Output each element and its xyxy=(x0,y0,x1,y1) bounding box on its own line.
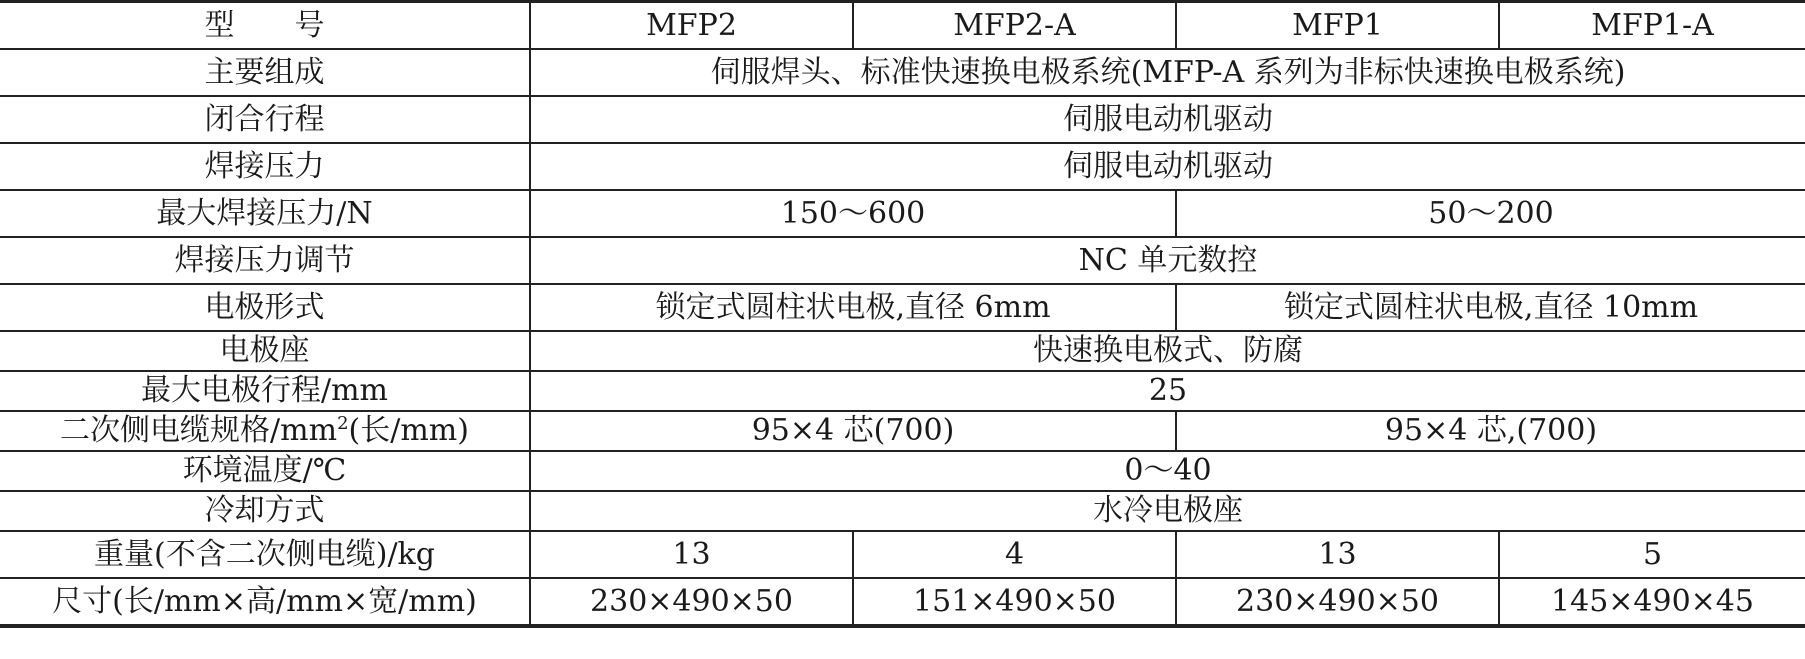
table-row xyxy=(0,411,1805,451)
table-row xyxy=(0,237,1805,284)
header-model-mfp1a: MFP1-A xyxy=(1499,2,1805,50)
table-row xyxy=(0,331,1805,371)
row-label-cooling: 冷却方式 xyxy=(0,491,530,531)
row-value-ambient-temp: 0～40 xyxy=(530,451,1805,491)
row-label-pressure-adjust: 焊接压力调节 xyxy=(0,237,530,284)
table-row xyxy=(0,491,1805,531)
table-row xyxy=(0,284,1805,331)
table-row xyxy=(0,190,1805,237)
row-label-dimensions: 尺寸(长/mm×高/mm×宽/mm) xyxy=(0,578,530,626)
row-value-max-pressure-mfp2: 150～600 xyxy=(530,190,1176,237)
row-value-weight-mfp2: 13 xyxy=(530,531,853,578)
row-value-dimensions-mfp2: 230×490×50 xyxy=(530,578,853,626)
row-value-welding-pressure: 伺服电动机驱动 xyxy=(530,143,1805,190)
row-value-dimensions-mfp1: 230×490×50 xyxy=(1176,578,1499,626)
header-model-mfp1: MFP1 xyxy=(1176,2,1499,50)
row-label-electrode-type: 电极形式 xyxy=(0,284,530,331)
row-value-cooling: 水冷电极座 xyxy=(530,491,1805,531)
row-label-electrode-holder: 电极座 xyxy=(0,331,530,371)
table-row xyxy=(0,96,1805,143)
header-model-label: 型 号 xyxy=(0,2,530,50)
header-model-mfp2a: MFP2-A xyxy=(853,2,1176,50)
row-value-closing-stroke: 伺服电动机驱动 xyxy=(530,96,1805,143)
row-value-max-electrode-stroke: 25 xyxy=(530,371,1805,411)
row-label-max-pressure: 最大焊接压力/N xyxy=(0,190,530,237)
row-value-dimensions-mfp2a: 151×490×50 xyxy=(853,578,1176,626)
row-label-composition: 主要组成 xyxy=(0,49,530,96)
row-value-max-pressure-mfp1: 50～200 xyxy=(1176,190,1805,237)
table-row xyxy=(0,371,1805,411)
table-row xyxy=(0,143,1805,190)
cable-spec-label-sup: 2 xyxy=(337,413,349,434)
row-value-electrode-type-mfp2: 锁定式圆柱状电极,直径 6mm xyxy=(530,284,1176,331)
row-value-weight-mfp2a: 4 xyxy=(853,531,1176,578)
row-label-welding-pressure: 焊接压力 xyxy=(0,143,530,190)
row-value-electrode-type-mfp1: 锁定式圆柱状电极,直径 10mm xyxy=(1176,284,1805,331)
row-value-cable-spec-mfp2: 95×4 芯(700) xyxy=(530,411,1176,451)
row-label-cable-spec xyxy=(0,411,530,451)
row-label-ambient-temp: 环境温度/℃ xyxy=(0,451,530,491)
cable-spec-label-tail: (长/mm) xyxy=(348,413,469,448)
row-value-composition: 伺服焊头、标准快速换电极系统(MFP-A 系列为非标快速换电极系统) xyxy=(530,49,1805,96)
table-header-row xyxy=(0,2,1805,50)
row-value-weight-mfp1: 13 xyxy=(1176,531,1499,578)
row-value-pressure-adjust: NC 单元数控 xyxy=(530,237,1805,284)
table-row xyxy=(0,531,1805,578)
table-row xyxy=(0,49,1805,96)
cable-spec-label-main: 二次侧电缆规格/mm xyxy=(60,413,338,448)
row-label-weight: 重量(不含二次侧电缆)/kg xyxy=(0,531,530,578)
row-label-closing-stroke: 闭合行程 xyxy=(0,96,530,143)
row-value-dimensions-mfp1a: 145×490×45 xyxy=(1499,578,1805,626)
header-model-mfp2: MFP2 xyxy=(530,2,853,50)
row-value-weight-mfp1a: 5 xyxy=(1499,531,1805,578)
table-row xyxy=(0,578,1805,626)
table-row xyxy=(0,451,1805,491)
row-value-electrode-holder: 快速换电极式、防腐 xyxy=(530,331,1805,371)
row-value-cable-spec-mfp1: 95×4 芯,(700) xyxy=(1176,411,1805,451)
row-label-max-electrode-stroke: 最大电极行程/mm xyxy=(0,371,530,411)
